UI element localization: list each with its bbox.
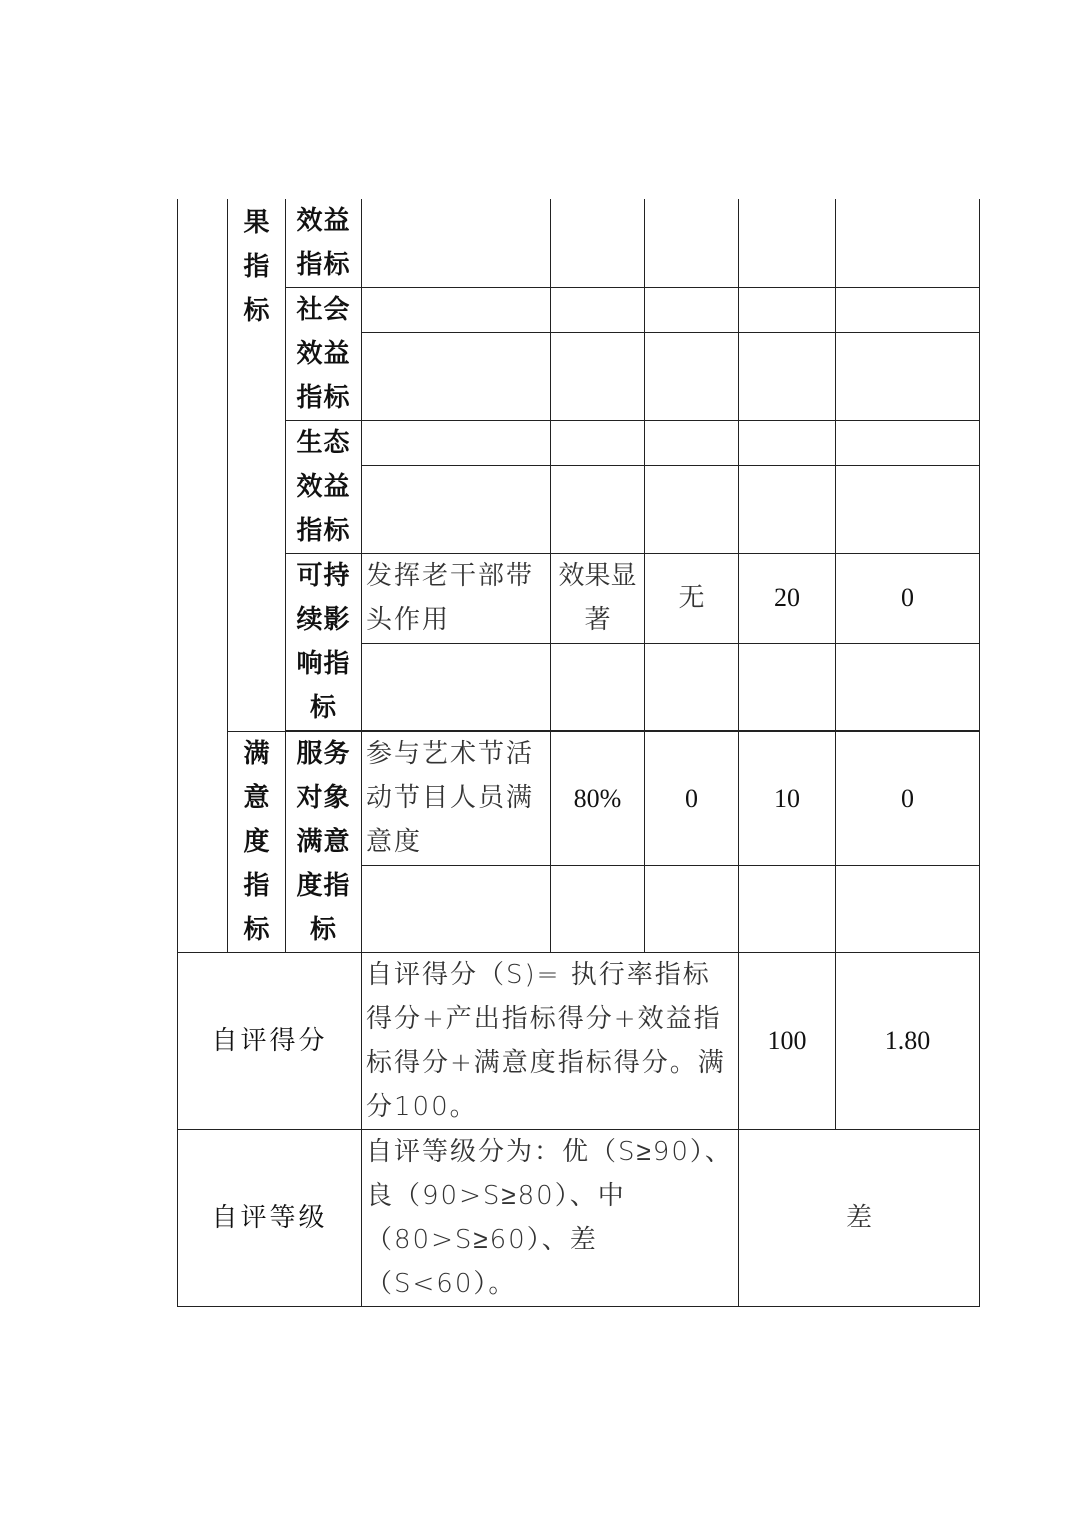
sustainable-impact-text: 可持续影响指标 — [296, 561, 351, 723]
social-score-cell — [836, 288, 980, 333]
table-row — [178, 288, 980, 333]
social-benefit-label — [286, 288, 362, 421]
ecological-actual-cell-2 — [645, 466, 739, 554]
ecological-benefit-label — [286, 421, 362, 554]
satisfaction-label-text: 服务对象满意度指标 — [296, 739, 351, 945]
ecological-target-cell — [551, 421, 645, 466]
social-actual-cell-2 — [645, 333, 739, 421]
sustainable-actual: 无 — [645, 554, 739, 644]
ecological-score-cell — [836, 421, 980, 466]
ecological-score-cell-2 — [836, 466, 980, 554]
sustainable-score: 0 — [836, 554, 980, 644]
social-score-cell-2 — [836, 333, 980, 421]
social-indicator-cell — [362, 288, 551, 333]
self-score-label: 自评得分 — [178, 953, 362, 1130]
satisfaction-indicator-text: 参与艺术节活动节目人员满意度 — [366, 739, 535, 857]
self-grade-label: 自评等级 — [178, 1130, 362, 1307]
economic-indicator-cell — [362, 199, 551, 288]
ecological-weight-cell — [739, 421, 836, 466]
table-row — [178, 421, 980, 466]
table-row — [178, 554, 980, 644]
satisfaction-indicator — [362, 732, 551, 866]
economic-score-cell — [836, 199, 980, 288]
ecological-weight-cell-2 — [739, 466, 836, 554]
sustainable-indicator — [362, 554, 551, 644]
satisfaction-actual-cell-2 — [645, 866, 739, 953]
social-target-cell — [551, 288, 645, 333]
social-target-cell-2 — [551, 333, 645, 421]
sustainable-score-cell-2 — [836, 643, 980, 731]
economic-benefit-label — [286, 199, 362, 288]
level1-effect-label — [228, 199, 286, 732]
self-grade-description: 自评等级分为：优（S≥90）、良（90>S≥80）、中（80>S≥60）、差（S<60）。 — [362, 1130, 739, 1307]
sustainable-indicator-text: 发挥老干部带头作用 — [366, 561, 535, 635]
sustainable-weight-cell-2 — [739, 643, 836, 731]
social-actual-cell — [645, 288, 739, 333]
sustainable-impact-label — [286, 554, 362, 731]
economic-target-cell — [551, 199, 645, 288]
self-grade-value: 差 — [739, 1130, 980, 1307]
social-weight-cell — [739, 288, 836, 333]
performance-evaluation-table — [177, 199, 980, 1307]
sustainable-weight: 20 — [739, 554, 836, 644]
self-score-value: 1.80 — [836, 953, 980, 1130]
ecological-indicator-cell-2 — [362, 466, 551, 554]
satisfaction-target-cell-2 — [551, 866, 645, 953]
table-row — [178, 732, 980, 866]
table-row — [178, 953, 980, 1130]
satisfaction-target: 80% — [551, 732, 645, 866]
economic-weight-cell — [739, 199, 836, 288]
social-indicator-cell-2 — [362, 333, 551, 421]
satisfaction-label — [286, 732, 362, 953]
satisfaction-score: 0 — [836, 732, 980, 866]
sustainable-target-text: 效果显著 — [558, 561, 637, 636]
ecological-actual-cell — [645, 421, 739, 466]
level1-effect-text: 果指标 — [243, 208, 271, 326]
outer-category-cell — [178, 199, 228, 953]
satisfaction-level1-label — [228, 732, 286, 953]
economic-actual-cell — [645, 199, 739, 288]
social-benefit-text: 社会效益指标 — [296, 295, 351, 413]
satisfaction-level1-text: 满意度指标 — [243, 739, 271, 945]
sustainable-target — [551, 554, 645, 644]
sustainable-indicator-cell-2 — [362, 643, 551, 731]
sustainable-actual-cell-2 — [645, 643, 739, 731]
table-row — [178, 199, 980, 288]
economic-benefit-text: 效益指标 — [296, 206, 351, 280]
ecological-target-cell-2 — [551, 466, 645, 554]
satisfaction-weight-cell-2 — [739, 866, 836, 953]
satisfaction-score-cell-2 — [836, 866, 980, 953]
social-weight-cell-2 — [739, 333, 836, 421]
table-row — [178, 1130, 980, 1307]
satisfaction-weight: 10 — [739, 732, 836, 866]
satisfaction-indicator-cell-2 — [362, 866, 551, 953]
satisfaction-actual: 0 — [645, 732, 739, 866]
ecological-indicator-cell — [362, 421, 551, 466]
sustainable-target-cell-2 — [551, 643, 645, 731]
self-score-total: 100 — [739, 953, 836, 1130]
self-score-description: 自评得分（S)= 执行率指标得分+产出指标得分+效益指标得分+满意度指标得分。满分100。 — [362, 953, 739, 1130]
ecological-benefit-text: 生态效益指标 — [296, 428, 351, 546]
